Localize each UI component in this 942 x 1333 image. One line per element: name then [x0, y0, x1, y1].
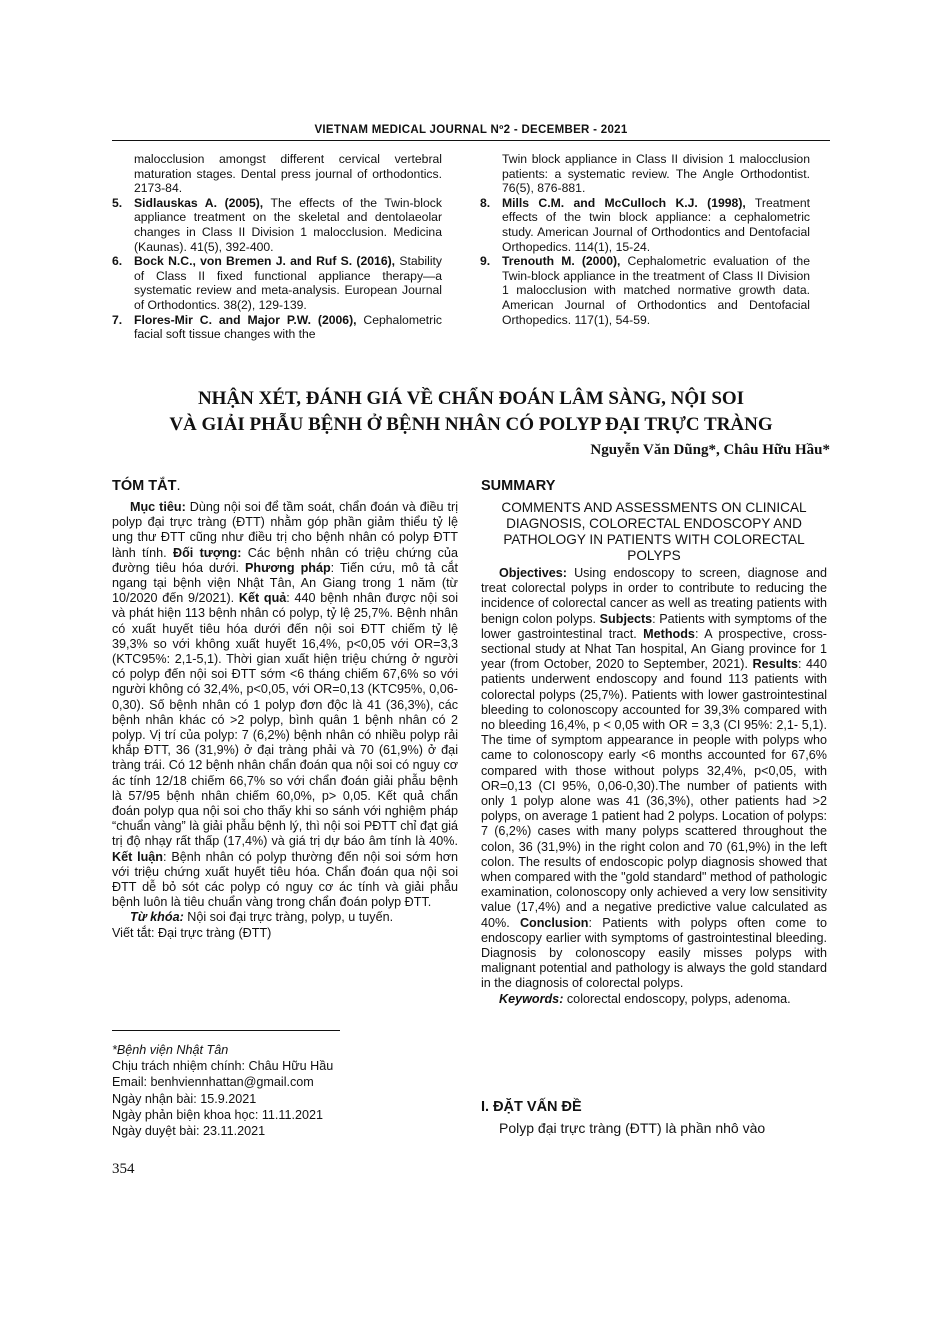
- subjects-text: : Patients with symptoms of the lower gastrointestinal tract.: [481, 611, 827, 641]
- reference-text: [502, 196, 810, 254]
- keywords-line: [112, 910, 458, 925]
- objectives-text: Using endoscopy to screen, diagnose and treat colorectal polyps in order to contribute to reducing the incidence of colorectal cancer as well as treating patients with benign colon polyps.: [481, 566, 827, 626]
- reference-text: [502, 152, 810, 196]
- reference-item: [112, 313, 442, 342]
- methods-text: : A prospective, cross-sectional study at Nhat Tan hospital, An Giang province for 1 year (from October, 2020 to September, 2021).: [481, 626, 827, 672]
- introduction-heading: I. ĐẶT VẤN ĐỀ: [481, 1099, 582, 1115]
- summary-heading: SUMMARY: [481, 478, 556, 494]
- reference-text: [502, 254, 810, 327]
- objective-label: Mục tiêu:: [130, 500, 186, 514]
- methods-label: Phương pháp: [245, 560, 331, 575]
- reference-item: [480, 254, 810, 327]
- reference-authors: Mills C.M. and McCulloch K.J. (1998),: [502, 195, 746, 210]
- article-authors: Nguyễn Văn Dũng*, Châu Hữu Hầu*: [590, 442, 830, 458]
- objectives-label: Objectives:: [499, 566, 567, 580]
- abstract-heading-text: TÓM TẮT: [112, 478, 177, 494]
- conclusion-label: Kết luận: [112, 849, 164, 864]
- keywords-label: Từ khóa:: [130, 910, 184, 925]
- reference-details: Cephalometric facial soft tissue changes with the: [134, 312, 443, 342]
- article-title-line-1: NHẬN XÉT, ĐÁNH GIÁ VỀ CHẨN ĐOÁN LÂM SÀNG, NỘI SOI: [197, 388, 745, 409]
- objective-text: Dùng nội soi để tầm soát, chẩn đoán và điều trị polyp đại trực tràng (ĐTT) nhằm góp phần giảm thiểu tỷ lệ ung thư ĐTT cũng như điều trị cho bệnh nhân có polyp ĐTT lành tính.: [112, 500, 458, 560]
- footnote-received: Ngày nhận bài: 15.9.2021: [112, 1091, 257, 1106]
- reference-details: Treatment effects of the twin block appliance: a cephalometric study. American Journal of Orthodontics and Dentofacial Orthopedics. 114(1), 15-24.: [502, 195, 810, 254]
- conclusion-text: : Patients with polyps often come to endoscopy earlier with symptoms of gastrointestinal bleeding. Diagnosis by colonoscopy easily misses polyps with malignant potential and pathology is always the gold standard in the diagnosis of colorectal polyps.: [481, 915, 827, 991]
- footnote-accepted: Ngày duyệt bài: 23.11.2021: [112, 1124, 266, 1139]
- reference-number: 7.: [112, 312, 123, 327]
- reference-details: Cephalometric evaluation of the Twin-block appliance in the treatment of Class II Division 1 malocclusion with matched normative growth data. American Journal of Orthodontics and Dentofacial Orthopedics. 117(1), 54-59.: [502, 254, 810, 327]
- footnote-divider: [112, 1030, 340, 1031]
- reference-text: [134, 254, 442, 312]
- reference-details: Stability of Class II fixed functional appliance therapy—a systematic review and meta-analysis. European Journal of Orthodontics. 38(2), 129-139.: [134, 254, 443, 312]
- reference-authors: Sidlauskas A. (2005),: [134, 195, 264, 210]
- footnote-affiliation: *Bệnh viện Nhật Tân: [112, 1043, 229, 1057]
- keywords-text: Nội soi đại trực tràng, polyp, u tuyến.: [183, 910, 394, 925]
- abstract-heading: [112, 476, 458, 496]
- reference-authors: Flores-Mir C. and Major P.W. (2006),: [134, 312, 357, 327]
- reference-item: [112, 152, 442, 196]
- keywords-label: Keywords:: [499, 991, 564, 1006]
- references-right: [480, 152, 810, 327]
- conclusion-text: : Bệnh nhân có polyp thường đến nội soi sớm hơn với triệu chứng xuất huyết tiêu hóa. Chẩn đoán qua nội soi ĐTT dễ bỏ sót các polyp có nguy cơ ác tính và giải phẫu bệnh luôn là tiêu chuẩn vàng trong chẩn đoán polyp ĐTT.: [112, 849, 458, 910]
- reference-details: Twin block appliance in Class II division 1 malocclusion patients: a systematic review. The Angle Orthodontist. 76(5), 876-881.: [502, 152, 810, 196]
- introduction-section: [481, 1097, 827, 1137]
- methods-text: : Tiến cứu, mô tả cắt ngang tại bệnh viện Nhật Tân, An Giang trong 1 năm (từ 10/2020 đến 9/2021).: [112, 560, 458, 606]
- summary-body: [481, 566, 827, 992]
- reference-text: [134, 196, 442, 254]
- english-abstract: [481, 476, 827, 1007]
- conclusion-label: Conclusion: [519, 915, 589, 930]
- running-header-text: VIETNAM MEDICAL JOURNAL Nº2 - DECEMBER - 2021: [314, 124, 628, 136]
- reference-text: [134, 152, 442, 196]
- footnote-email: Email: benhviennhattan@gmail.com: [112, 1075, 314, 1090]
- reference-number: [480, 152, 502, 196]
- running-header: [112, 120, 830, 141]
- reference-item: [112, 196, 442, 254]
- keywords-line: [481, 992, 827, 1007]
- references-left: [112, 152, 442, 342]
- results-label: Results: [752, 657, 798, 672]
- reference-details: malocclusion amongst different cervical vertebral maturation stages. Dental press journal of orthodontics. 2173-84.: [134, 152, 442, 196]
- article-title: [112, 386, 830, 438]
- footnote-responsible: Chịu trách nhiệm chính: Châu Hữu Hầu: [112, 1059, 334, 1074]
- reference-item: [480, 196, 810, 254]
- introduction-text: Polyp đại trực tràng (ĐTT) là phần nhô vào: [499, 1120, 766, 1136]
- reference-number: 8.: [480, 195, 491, 210]
- results-text: : 440 bệnh nhân được nội soi và phát hiện 113 bệnh nhân có polyp, tỷ lệ 25,7%. Bệnh nhân có xuất huyết tiêu hóa dưới đến nội soi ĐTT chiếm tỷ lệ 39,3% so với không xuất huyết 16,4%, p<0,05 với OR=3,3 (KTC95%: 2,1-5,1). Thời gian xuất hiện triệu chứng ở người có polyp đến nội soi ĐTT sớm <6 tháng chiếm 67,6% so với người không có 32,4%, p<0,05, với OR=0,13 (KTC95%, 0,06-0,30). Số bệnh nhân có 1 polyp đơn độc là 41 (36,3%), các bệnh nhân khác có >2 polyp, bình quân 1 bệnh nhân có 2 polyp. Vị trí của polyp: 7 (6,2%) bệnh nhân có nhiều polyp rải khắp ĐTT, 36 (31,9%) ở đại tràng phải và 70 (61,9%) ở đại tràng trái. Có 12 bệnh nhân chẩn đoán qua nội soi có nguy cơ ác tính 12/18 chiếm 66,7% so với chẩn đoán giải phẫu bệnh là 57/95 bệnh nhân chiếm 60,0%, p> 0,05. Kết quả chẩn đoán polyp qua nội soi cho thấy khi so sánh với nghiệm pháp “chuẩn vàng” là giải phẫu bệnh lý, thì nội soi PĐTT chỉ đạt giá trị độ nhạy rất thấp (17,4%) và giá trị dự báo âm tính là 40%.: [112, 591, 459, 849]
- reference-authors: Bock N.C., von Bremen J. and Ruf S. (2016),: [134, 254, 396, 269]
- reference-text: [134, 313, 442, 342]
- reference-number: 6.: [112, 254, 123, 269]
- footnotes: [112, 1042, 452, 1139]
- subjects-text: Các bệnh nhân có triệu chứng của đường tiêu hóa dưới.: [112, 545, 458, 575]
- abbreviation-line: Viết tắt: Đại trực tràng (ĐTT): [112, 925, 272, 940]
- footnote-reviewed: Ngày phản biện khoa học: 11.11.2021: [112, 1107, 323, 1122]
- reference-number: 5.: [112, 195, 123, 210]
- abstract-heading-suffix: .: [176, 478, 181, 494]
- page-number: 354: [112, 1161, 135, 1177]
- reference-number: [112, 152, 134, 196]
- reference-details: The effects of the Twin-block appliance treatment on the skeletal and dentolaeolar changes in Class II Division 1 malocclusion. Medicina (Kaunas). 41(5), 392-400.: [134, 195, 442, 254]
- subjects-label: Subjects: [599, 611, 653, 626]
- results-text: : 440 patients underwent endoscopy and found 113 patients with colorectal polyps (25,7%). Patients with lower gastrointestinal bleeding to colonoscopy accounted for 39,3% compared with no bleeding 16,4%, p < 0,05 with OR = 3,3 (CI 95%: 2,1- 5,1). The time of symptom appearance in people with polyps who came to colonoscopy early <6 months accounted for 67,6% compared with those without polyps 32,4%, p<0,05, with OR=0,13 (CI 95%, 0,06-0,30).The number of patients with only 1 polyp alone was 41 (36,3%), other patients had >2 polyps, on average 1 patient had 2 polyps. Location of polyps: 7 (6,2%) cases with many polyps scattered throughout the colon, 36 (31,9%) in the right colon and 70 (61,9%) in the left colon. The results of endoscopic polyp diagnosis showed that when compared with the "gold standard" method of pathologic examination, colonoscopy only achieved a very low sensitivity value (17,4%) and a negative predictive value calculated as 40%.: [481, 657, 827, 930]
- reference-number: 9.: [480, 254, 491, 269]
- reference-item: [112, 254, 442, 312]
- keywords-text: colorectal endoscopy, polyps, adenoma.: [563, 991, 791, 1006]
- article-title-line-2: VÀ GIẢI PHẪU BỆNH Ở BỆNH NHÂN CÓ POLYP ĐẠI TRỰC TRÀNG: [169, 414, 773, 435]
- results-label: Kết quả: [238, 591, 287, 606]
- methods-label: Methods: [643, 626, 695, 641]
- subjects-label: Đối tượng:: [172, 545, 242, 560]
- reference-authors: Trenouth M. (2000),: [502, 254, 621, 269]
- reference-item: [480, 152, 810, 196]
- abstract-body: [112, 500, 458, 910]
- english-title: COMMENTS AND ASSESSMENTS ON CLINICAL DIAGNOSIS, COLORECTAL ENDOSCOPY AND PATHOLOGY IN PATIENTS WITH COLORECTAL POLYPS: [501, 500, 807, 563]
- vietnamese-abstract: [112, 476, 458, 941]
